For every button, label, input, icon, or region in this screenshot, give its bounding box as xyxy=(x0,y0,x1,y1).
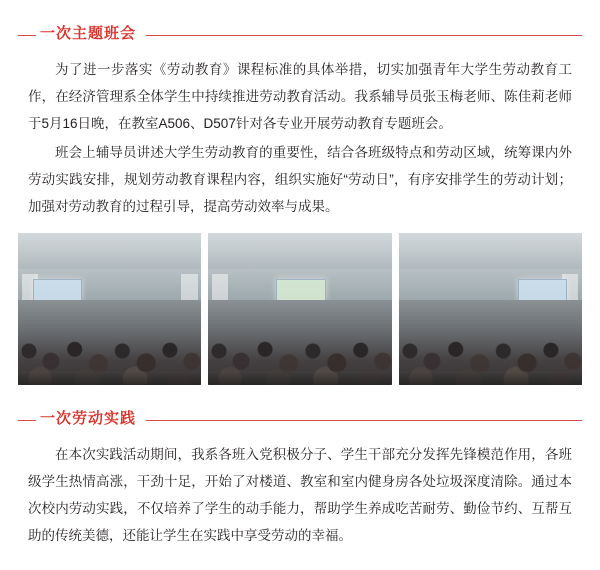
section-heading-1 xyxy=(18,18,582,52)
photo-desk-row xyxy=(18,371,201,385)
photo-classroom-1 xyxy=(18,233,201,385)
document-page xyxy=(0,18,600,570)
photo-projection-screen xyxy=(518,279,568,302)
photo-desk-row xyxy=(399,371,582,385)
paragraph: 班会上辅导员讲述大学生劳动教育的重要性，结合各班级特点和劳动区域，统筹课内外劳动实践安排，规划劳动教育课程内容，组织实施好“劳动日”，有序安排学生的劳动计划；加强对劳动教育的过程引导，提高劳动效率与成果。 xyxy=(28,145,572,214)
photo-projection-screen xyxy=(276,279,326,302)
photo-desk-row xyxy=(208,371,391,385)
photo-classroom-3 xyxy=(399,233,582,385)
photo-ceiling xyxy=(18,233,201,273)
photo-projection-screen xyxy=(33,279,83,302)
photo-ceiling xyxy=(208,233,391,273)
paragraph: 在本次实践活动期间，我系各班入党积极分子、学生干部充分发挥先锋模范作用，各班级学生热情高涨，干劲十足，开始了对楼道、教室和室内健身房各处垃圾深度清除。通过本次校内劳动实践，不仅培养了学生的动手能力，帮助学生养成吃苦耐劳、勤俭节约、互帮互助的传统美德，还能让学生在实践中享受劳动的幸福。 xyxy=(28,447,572,543)
section-title-text: 一次劳动实践 xyxy=(36,409,146,429)
photo-ceiling xyxy=(399,233,582,273)
photo-classroom-2 xyxy=(208,233,391,385)
photo-strip xyxy=(18,233,582,385)
paragraph: 为了进一步落实《劳动教育》课程标准的具体举措，切实加强青年大学生劳动教育工作，在经济管理系全体学生中持续推进劳动教育活动。我系辅导员张玉梅老师、陈佳莉老师于5月16日晚，在教室A506、D507针对各专业开展劳动教育专题班会。 xyxy=(28,62,572,131)
section-body-2 xyxy=(28,441,572,549)
section-body-1 xyxy=(28,56,572,220)
section-title-text: 一次主题班会 xyxy=(36,24,146,44)
section-heading-2 xyxy=(18,403,582,437)
